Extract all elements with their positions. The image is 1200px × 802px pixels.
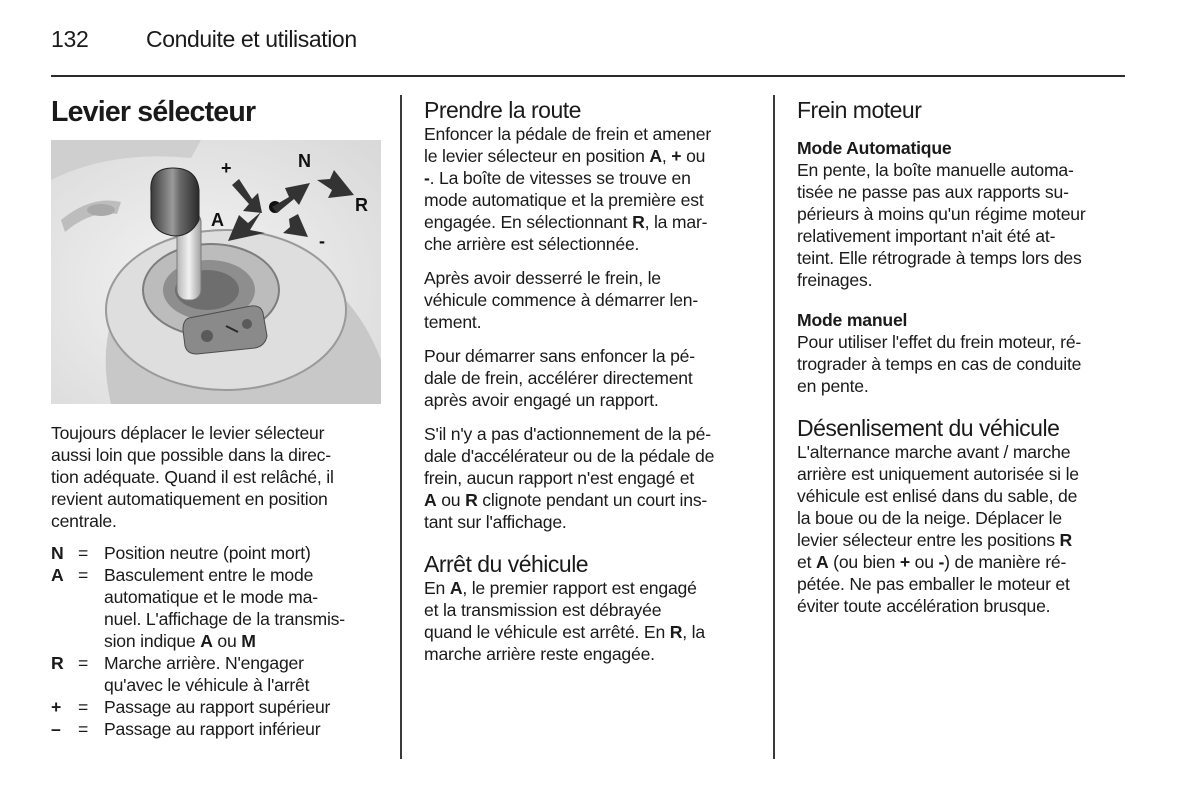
definition-key: + [51,697,62,717]
paragraph-prendre-1: Enfoncer la pédale de frein et amener le levier sélecteur en position A, + ou -. La boîte de vitesses se trouve en mode automatique et la première est engagée. En sélectionnant R, la mar- che arrière est sélectionnée. [424,124,711,254]
definition-text: Marche arrière. N'engager qu'avec le véhicule à l'arrêt [104,653,310,695]
intro-paragraph: Toujours déplacer le levier sélecteur aussi loin que possible dans la direc- tion adéquate. Quand il est relâché, il revient automatiquement en position centrale. [51,423,334,531]
column-3 [797,97,1133,629]
definition-key: N [51,543,64,563]
illus-label-r: R [355,195,368,215]
definition-key: – [51,719,61,739]
illus-label-a: A [211,210,224,230]
page-header-title: Conduite et utilisation [146,26,357,52]
illus-label-minus: - [319,231,325,251]
paragraph-prendre-4: S'il n'y a pas d'actionnement de la pé- dale d'accélérateur ou de la pédale de frein, aucun rapport n'est engagé et A ou R clignote pendant un court ins- tant sur l'affichage. [424,424,715,532]
definition-row-plus: + = Passage au rapport supérieur [51,696,386,718]
definition-text: Position neutre (point mort) [104,543,311,563]
definition-row-n: N = Position neutre (point mort) [51,542,386,564]
column-1 [51,95,386,129]
gear-selector-illustration [51,140,381,404]
paragraph-prendre-2: Après avoir desserré le frein, le véhicule commence à démarrer len- tement. [424,268,699,332]
illus-label-plus: + [221,158,232,178]
paragraph-arret: En A, le premier rapport est engagé et la transmission est débrayée quand le véhicule est arrêté. En R, la marche arrière reste engagée. [424,578,705,664]
paragraph-prendre-3: Pour démarrer sans enfoncer la pé- dale de frein, accélérer directement après avoir engagé un rapport. [424,346,695,410]
header-divider [51,75,1125,77]
definition-key: A [51,565,64,585]
section-heading-prendre-la-route: Prendre la route [424,97,581,123]
column-divider-2 [773,95,775,759]
section-heading-desenlisement: Désenlisement du véhicule [797,415,1060,441]
column-1-text [51,422,386,740]
paragraph-mode-automatique: En pente, la boîte manuelle automa- tisée ne passe pas aux rapports su- périeurs à moins qu'un régime moteur relativement important n'ait été at- teint. Elle rétrograde à temps lors des freinages. [797,160,1086,290]
subheading-mode-automatique: Mode Automatique [797,138,952,158]
gear-selector-drawing [51,140,381,404]
illus-label-n: N [298,151,311,171]
position-definitions [51,542,386,740]
definition-key: R [51,653,64,673]
subheading-mode-manuel: Mode manuel [797,310,908,330]
section-heading-frein-moteur: Frein moteur [797,97,922,123]
definition-text: Basculement entre le mode automatique et le mode ma- nuel. L'affichage de la transmis- sion indique A ou M [104,565,345,651]
page-number: 132 [51,26,89,52]
definition-row-r: R = Marche arrière. N'engager qu'avec le véhicule à l'arrêt [51,652,386,696]
paragraph-desenlisement: L'alternance marche avant / marche arrière est uniquement autorisée si le véhicule est enlisé dans du sable, de la boue ou de la neige. Déplacer le levier sélecteur entre les positions R et A (ou bien + ou -) de manière ré- pétée. Ne pas emballer le moteur et éviter toute accélération brusque. [797,442,1079,616]
column-divider-1 [400,95,402,759]
column-2 [424,97,760,677]
section-heading-levier: Levier sélecteur [51,96,256,128]
section-heading-arret: Arrêt du véhicule [424,551,589,577]
definition-row-minus: – = Passage au rapport inférieur [51,718,386,740]
paragraph-mode-manuel: Pour utiliser l'effet du frein moteur, ré- trograder à temps en cas de conduite en pente. [797,332,1082,396]
definition-row-a: A = Basculement entre le mode automatique et le mode ma- nuel. L'affichage de la transmis- sion indique A ou M [51,564,386,652]
definition-text: Passage au rapport supérieur [104,697,331,717]
definition-text: Passage au rapport inférieur [104,719,321,739]
